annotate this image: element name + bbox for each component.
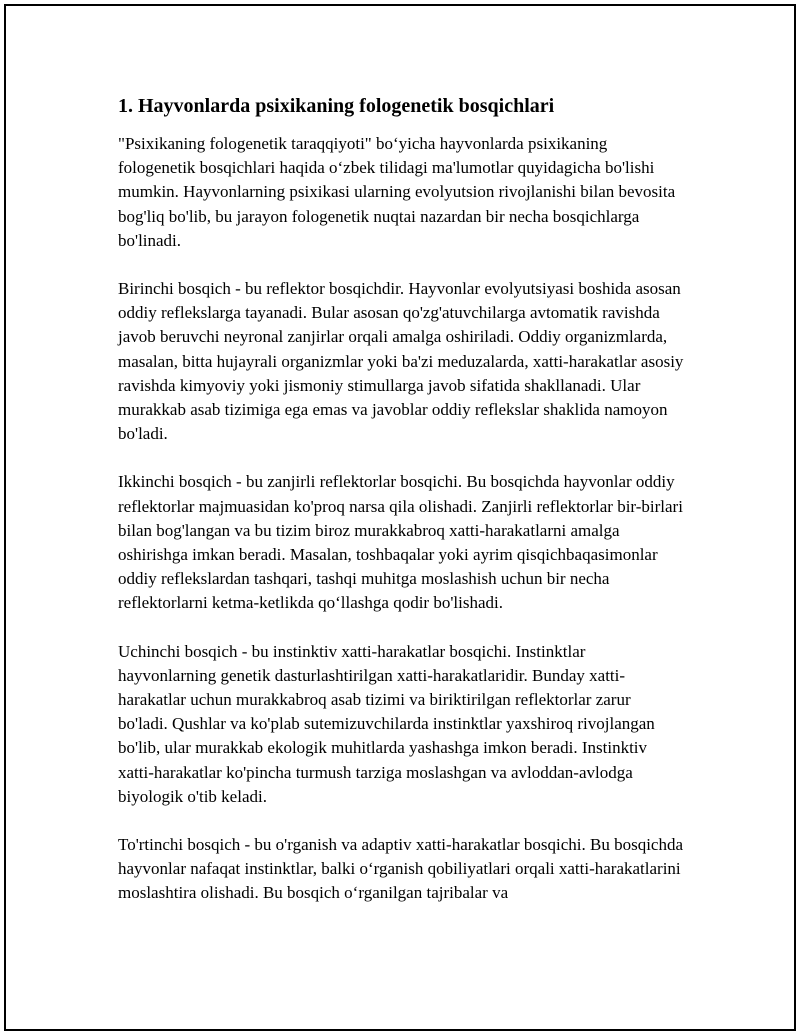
paragraph-stage-three: Uchinchi bosqich - bu instinktiv xatti-harakatlar bosqichi. Instinktlar hayvonlarning genetik dasturlashtirilgan xatti-harakatlaridir. Bunday xatti-harakatlar uchun murakkabroq asab tizimi va biriktirilgan reflektorlar zarur bo'ladi. Qushlar va ko'plab sutemizuvchilarda instinktlar yaxshiroq rivojlangan bo'lib, ular murakkab ekologik muhitlarda yashashga imkon beradi. Instinktiv xatti-harakatlar ko'pincha turmush tarziga moslashgan va avloddan-avlodga biyologik o'tib keladi. [118,641,655,806]
paragraph-stage-two: Ikkinchi bosqich - bu zanjirli reflektorlar bosqichi. Bu bosqichda hayvonlar oddiy reflektorlar majmuasidan ko'proq narsa qila olishadi. Zanjirli reflektorlar bir-birlari bilan bog'langan va bu tizim biroz murakkabroq xatti-harakatlarni amalga oshirishga imkan beradi. Masalan, toshbaqalar yoki ayrim qisqichbaqasimonlar oddiy reflekslardan tashqari, tashqi muhitga moslashish uchun bir necha reflektorlarni ketma-ketlikda qo‘llashga qodir bo'lishadi. [118,472,683,613]
section-heading: 1. Hayvonlarda psixikaning fologenetik bosqichlari [118,95,555,117]
paragraph-stage-one: Birinchi bosqich - bu reflektor bosqichdir. Hayvonlar evolyutsiyasi boshida asosan oddiy reflekslarga tayanadi. Bular asosan qo'zg'atuvchilarga avtomatik ravishda javob beruvchi neyronal zanjirlar orqali amalga oshiriladi. Oddiy organizmlarda, masalan, bitta hujayrali organizmlar yoki ba'zi meduzalarda, xatti-harakatlar asosiy ravishda kimyoviy yoki jismoniy stimullarga javob sifatida shakllanadi. Ular murakkab asab tizimiga ega emas va javoblar oddiy reflekslar shaklida namoyon bo'ladi. [118,279,684,444]
paragraph-stage-four: To'rtinchi bosqich - bu o'rganish va adaptiv xatti-harakatlar bosqichi. Bu bosqichda hayvonlar nafaqat instinktlar, balki o‘rganish qobiliyatlari orqali xatti-harakatlarini moslashtira olishadi. Bu bosqich o‘rganilgan tajribalar va [118,835,684,903]
document-body [118,92,684,930]
paragraph-intro: "Psixikaning fologenetik taraqqiyoti" bo‘yicha hayvonlarda psixikaning fologenetik bosqichlari haqida o‘zbek tilidagi ma'lumotlar quyidagicha bo'lishi mumkin. Hayvonlarning psixikasi ularning evolyutsion rivojlanishi bilan bevosita bog'liq bo'lib, bu jarayon fologenetik nuqtai nazardan bir necha bosqichlarga bo'linadi. [118,134,676,250]
